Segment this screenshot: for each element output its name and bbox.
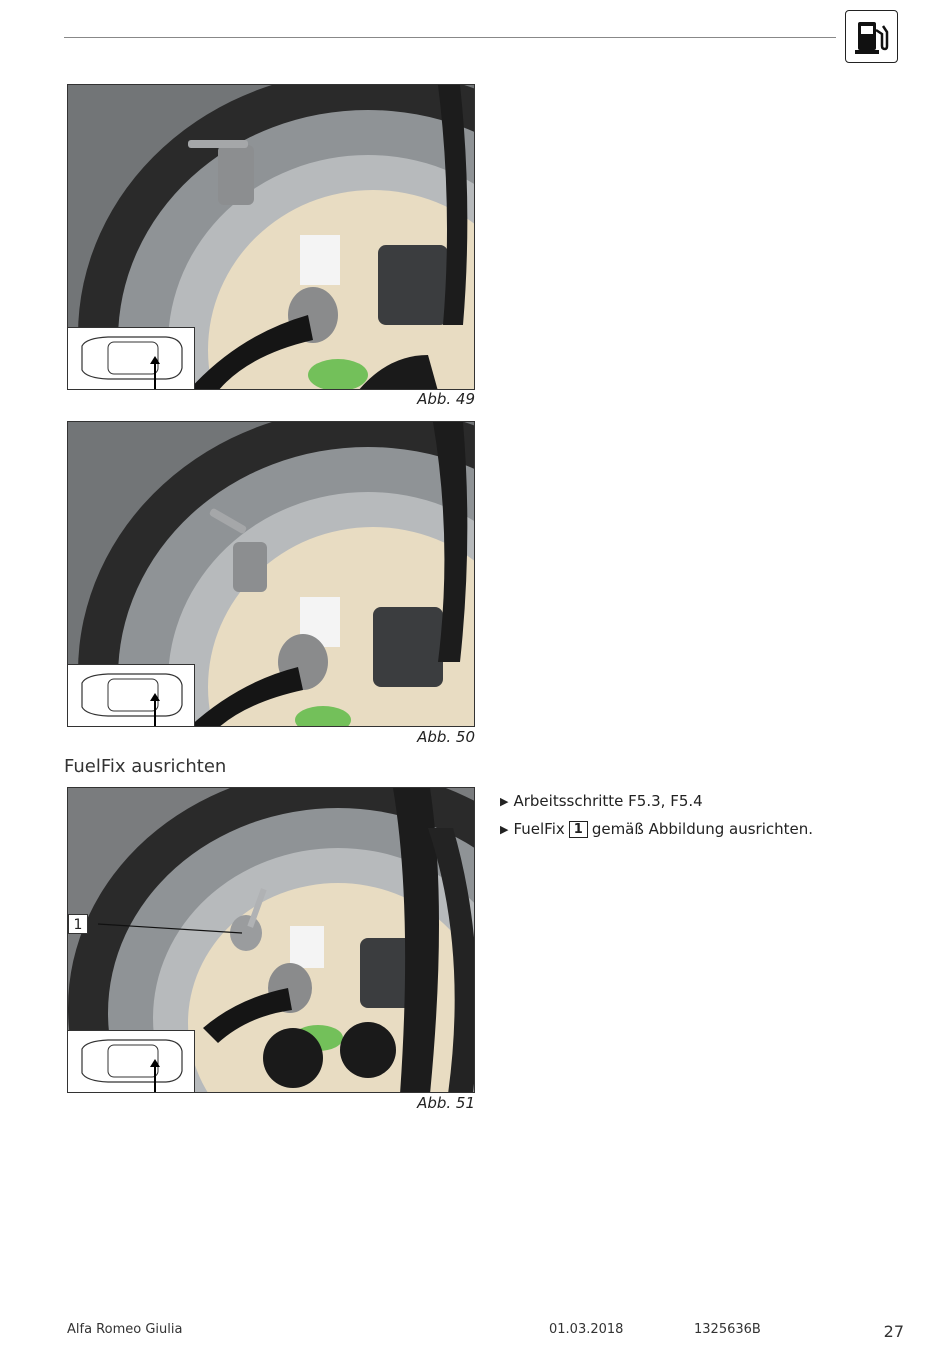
instruction-step: [500, 787, 813, 815]
section-title: FuelFix ausrichten: [64, 756, 227, 777]
footer-model: Alfa Romeo Giulia: [67, 1322, 183, 1337]
fuel-pump-badge: [845, 10, 898, 63]
step-text: Arbeitsschritte F5.3, F5.4: [513, 792, 703, 810]
reference-number-box: 1: [569, 821, 588, 838]
page-number: 27: [883, 1322, 904, 1341]
footer-date: 01.03.2018: [549, 1322, 624, 1337]
instruction-step: [500, 815, 813, 843]
vehicle-orientation-inset: [68, 1030, 195, 1092]
car-outline-icon: [68, 328, 195, 390]
step-text: gemäß Abbildung ausrichten.: [591, 820, 814, 838]
triangle-bullet-icon: ▶: [500, 822, 509, 836]
figure-caption: Abb. 49: [417, 390, 475, 408]
header-rule: [64, 37, 836, 38]
callout-label: 1: [68, 914, 88, 934]
figure-51-photo: [67, 787, 475, 1093]
footer-doc-number: 1325636B: [694, 1322, 761, 1337]
figure-caption: Abb. 51: [417, 1094, 475, 1112]
figure-49-photo: [67, 84, 475, 390]
instruction-list: [500, 787, 813, 843]
car-outline-icon: [68, 1031, 195, 1093]
fuel-pump-icon: [854, 18, 890, 56]
figure-50-photo: [67, 421, 475, 727]
step-text: FuelFix: [513, 820, 565, 838]
triangle-bullet-icon: ▶: [500, 794, 509, 808]
figure-caption: Abb. 50: [417, 728, 475, 746]
vehicle-orientation-inset: [68, 327, 195, 389]
vehicle-orientation-inset: [68, 664, 195, 726]
car-outline-icon: [68, 665, 195, 727]
